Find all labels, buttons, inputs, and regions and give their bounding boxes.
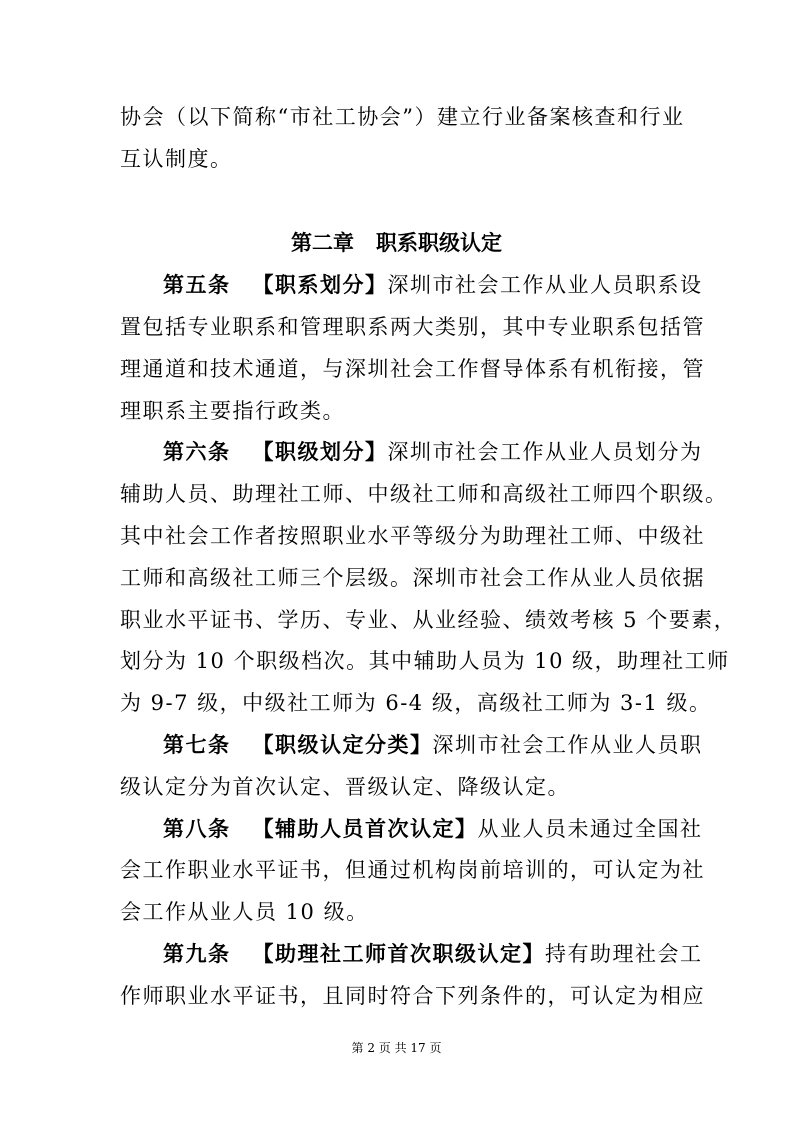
article-text: 深圳市社会工作从业人员职 <box>432 733 703 757</box>
chapter-heading <box>0 229 793 257</box>
body-text-line: 辅助人员、助理社工师、中级社工师和高级社工师四个职级。 <box>120 482 728 506</box>
body-text-line: 协会（以下简称“市社工协会”）建立行业备案核查和行业 <box>120 105 685 129</box>
body-text-line: 级认定分为首次认定、晋级认定、降级认定。 <box>120 775 570 799</box>
article-text: 从业人员未通过全国社 <box>477 817 703 841</box>
chapter-number: 第二章 <box>291 231 354 255</box>
article-title: 【职级划分】 <box>252 440 388 464</box>
body-text-line: 理职系主要指行政类。 <box>120 399 345 423</box>
body-text-line: 互认制度。 <box>120 147 233 171</box>
article-number: 第九条 <box>163 942 231 966</box>
article-number: 第六条 <box>163 440 231 464</box>
body-text-line: 会工作从业人员 10 级。 <box>120 900 369 924</box>
body-text-line: 作师职业水平证书，且同时符合下列条件的，可认定为相应 <box>120 984 705 1008</box>
article-text: 深圳市社会工作从业人员划分为 <box>387 440 703 464</box>
article-number: 第八条 <box>163 817 231 841</box>
article-title: 【辅助人员首次认定】 <box>252 817 478 841</box>
article-number: 第五条 <box>163 273 231 297</box>
article-5-first-line <box>163 271 703 299</box>
article-title: 【职系划分】 <box>252 273 388 297</box>
body-text-line: 会工作职业水平证书，但通过机构岗前培训的，可认定为社 <box>120 858 705 882</box>
article-6-first-line <box>163 438 703 466</box>
article-8-first-line <box>163 815 703 843</box>
body-text-line: 工师和高级社工师三个层级。深圳市社会工作从业人员依据 <box>120 566 705 590</box>
article-text: 深圳市社会工作从业人员职系设 <box>387 273 703 297</box>
page-number-footer: 第 2 页 共 17 页 <box>351 1041 442 1055</box>
chapter-title: 职系职级认定 <box>376 231 502 255</box>
body-text-line: 置包括专业职系和管理职系两大类别，其中专业职系包括管 <box>120 315 705 339</box>
article-title: 【职级认定分类】 <box>252 733 433 757</box>
body-text-line: 理通道和技术通道，与深圳社会工作督导体系有机衔接，管 <box>120 357 705 381</box>
body-text-line: 其中社会工作者按照职业水平等级分为助理社工师、中级社 <box>120 524 705 548</box>
body-text-line: 职业水平证书、学历、专业、从业经验、绩效考核 5 个要素， <box>120 608 737 632</box>
article-7-first-line <box>163 731 703 759</box>
article-number: 第七条 <box>163 733 231 757</box>
article-title: 【助理社工师首次职级认定】 <box>252 942 545 966</box>
body-text-line: 为 9-7 级，中级社工师为 6-4 级，高级社工师为 3-1 级。 <box>120 691 712 715</box>
article-9-first-line <box>163 940 703 968</box>
article-text: 持有助理社会工 <box>545 942 703 966</box>
body-text-line: 划分为 10 个职级档次。其中辅助人员为 10 级，助理社工师 <box>120 649 730 673</box>
